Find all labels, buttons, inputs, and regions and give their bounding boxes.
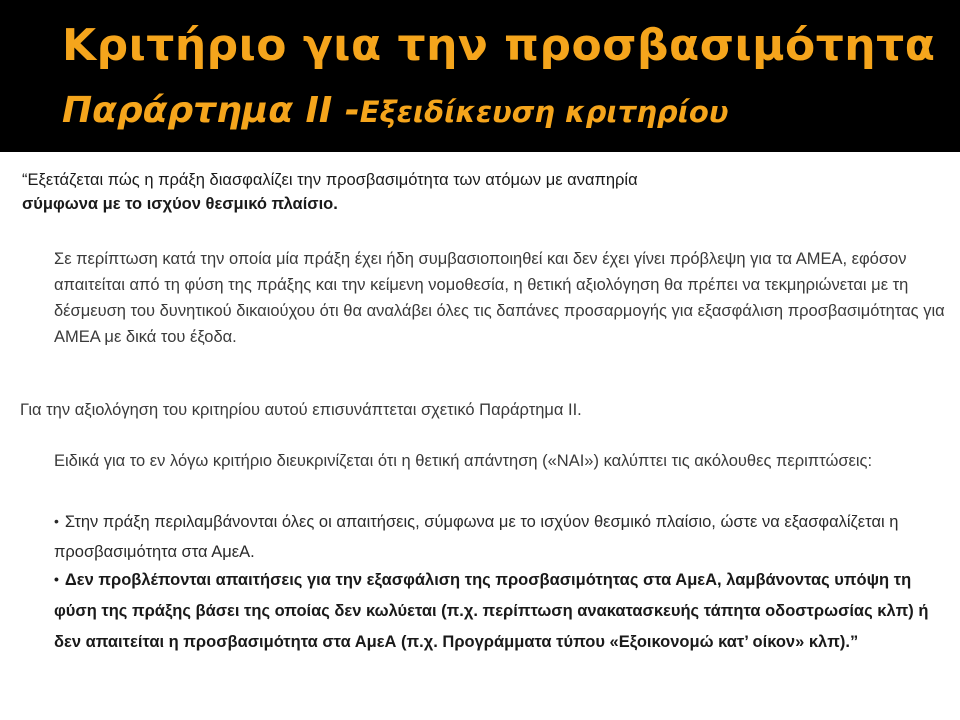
slide-title: Κριτήριο για την προσβασιμότητα	[62, 20, 936, 71]
annex-paragraph: Για την αξιολόγηση του κριτηρίου αυτού επισυνάπτεται σχετικό Παράρτημα ΙΙ.	[20, 401, 582, 419]
title-banner	[0, 0, 960, 152]
clarification-paragraph: Ειδικά για το εν λόγω κριτήριο διευκρινίζεται ότι η θετική απάντηση («ΝΑΙ») καλύπτει τις ακόλουθες περιπτώσεις:	[54, 452, 873, 470]
bullet-text-1: Στην πράξη περιλαμβάνονται όλες οι απαιτήσεις, σύμφωνα με το ισχύον θεσμικό πλαίσιο, ώστε να εξασφαλίζεται η προσβασιμότητα στα ΑμεΑ.	[54, 513, 899, 561]
bullet-icon: •	[54, 513, 59, 529]
intro-paragraph	[22, 168, 932, 216]
bullet-icon: •	[54, 571, 59, 587]
subtitle-annex: Παράρτημα ΙΙ -	[62, 90, 360, 131]
bullet-item-1	[54, 506, 934, 567]
slide-subtitle	[62, 90, 728, 131]
bullet-text-2: Δεν προβλέπονται απαιτήσεις για την εξασφάλιση της προσβασιμότητας στα ΑμεΑ, λαμβάνοντας υπόψη τη φύση της πράξης βάσει της οποίας δεν κωλύεται (π.χ. περίπτωση ανακατασκευής τάπητα οδοστρωσίας κλπ) ή δεν απαιτείται η προσβασιμότητα στα ΑμεΑ (π.χ. Προγράμματα τύπου «Εξοικονομώ κατ’ οίκον» κλπ).”	[54, 571, 929, 651]
case-paragraph: Σε περίπτωση κατά την οποία μία πράξη έχει ήδη συμβασιοποιηθεί και δεν έχει γίνει πρόβλεψη για τα ΑΜΕΑ, εφόσον απαιτείται από τη φύση της πράξης και την κείμενη νομοθεσία, η θετική αξιολόγηση θα πρέπει να τεκμηριώνεται με τη δέσμευση του δυνητικού δικαιούχου ότι θα αναλάβει όλες τις δαπάνες προσαρμογής για εξασφάλιση προσβασιμότητας για ΑΜΕΑ με δικά του έξοδα.	[54, 250, 945, 346]
intro-bold-text: σύμφωνα με το ισχύον θεσμικό πλαίσιο.	[22, 195, 338, 213]
subtitle-specification: Εξειδίκευση κριτηρίου	[359, 95, 729, 129]
bullet-item-2	[54, 564, 934, 658]
intro-text: “Εξετάζεται πώς η πράξη διασφαλίζει την προσβασιμότητα των ατόμων με αναπηρία	[22, 171, 638, 189]
